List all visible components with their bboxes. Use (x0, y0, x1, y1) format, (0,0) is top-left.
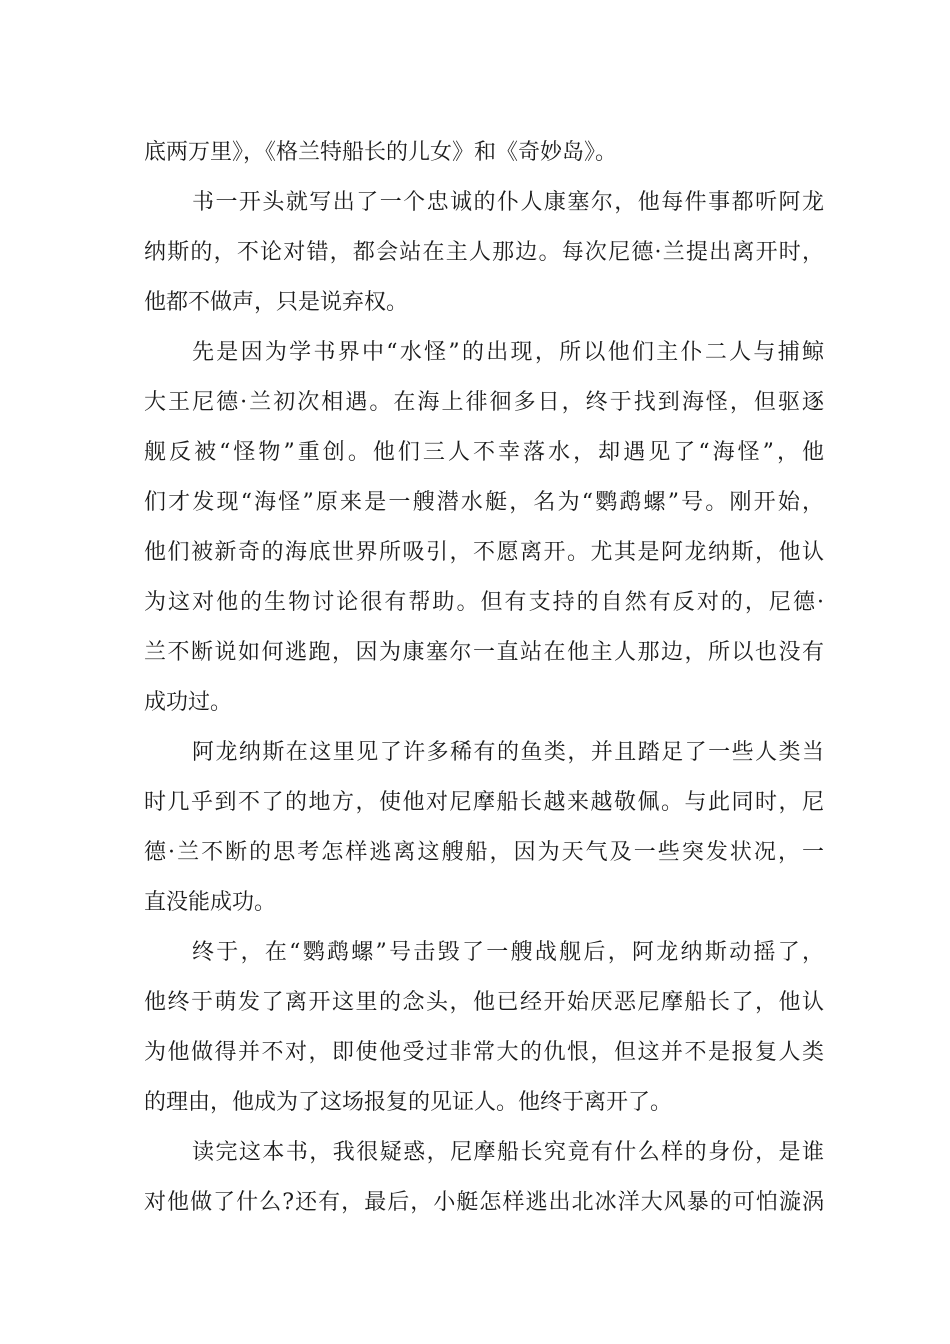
paragraph-line: 他终于萌发了离开这里的念头，他已经开始厌恶尼摩船长了，他认 (144, 990, 824, 1015)
paragraph-line: 书一开头就写出了一个忠诚的仆人康塞尔，他每件事都听阿龙 (192, 190, 824, 215)
paragraph-line: 大王尼德·兰初次相遇。在海上徘徊多日，终于找到海怪，但驱逐 (144, 390, 824, 415)
paragraph-line: 的理由，他成为了这场报复的见证人。他终于离开了。 (144, 1090, 673, 1115)
paragraph-line: 兰不断说如何逃跑，因为康塞尔一直站在他主人那边，所以也没有 (144, 640, 824, 665)
paragraph-line: 德·兰不断的思考怎样逃离这艘船，因为天气及一些突发状况，一 (144, 840, 824, 865)
paragraph-line: 终于，在“鹦鹉螺”号击毁了一艘战舰后，阿龙纳斯动摇了， (192, 940, 824, 965)
paragraph-line: 纳斯的，不论对错，都会站在主人那边。每次尼德·兰提出离开时， (144, 240, 824, 265)
paragraph-line: 他们被新奇的海底世界所吸引，不愿离开。尤其是阿龙纳斯，他认 (144, 540, 824, 565)
paragraph-line: 阿龙纳斯在这里见了许多稀有的鱼类，并且踏足了一些人类当 (192, 740, 824, 765)
paragraph-line: 他都不做声，只是说弃权。 (144, 290, 409, 315)
paragraph-line: 直没能成功。 (144, 890, 277, 915)
paragraph-line: 底两万里》，《格兰特船长的儿女》和《奇妙岛》。 (144, 140, 618, 165)
paragraph-line: 舰反被“怪物”重创。他们三人不幸落水，却遇见了“海怪”，他 (144, 440, 824, 465)
paragraph-line: 对他做了什么?还有，最后，小艇怎样逃出北冰洋大风暴的可怕漩涡 (144, 1190, 824, 1215)
paragraph-line: 先是因为学书界中“水怪”的出现，所以他们主仆二人与捕鲸 (192, 340, 824, 365)
paragraph-line: 为这对他的生物讨论很有帮助。但有支持的自然有反对的，尼德· (144, 590, 824, 615)
paragraph-line: 时几乎到不了的地方，使他对尼摩船长越来越敬佩。与此同时，尼 (144, 790, 824, 815)
paragraph-line: 们才发现“海怪”原来是一艘潜水艇，名为“鹦鹉螺”号。刚开始， (144, 490, 824, 515)
paragraph-line: 为他做得并不对，即使他受过非常大的仇恨，但这并不是报复人类 (144, 1040, 824, 1065)
document-body (144, 128, 824, 1228)
paragraph-line: 成功过。 (144, 690, 233, 715)
paragraph-line: 读完这本书，我很疑惑，尼摩船长究竟有什么样的身份，是谁 (192, 1140, 824, 1165)
